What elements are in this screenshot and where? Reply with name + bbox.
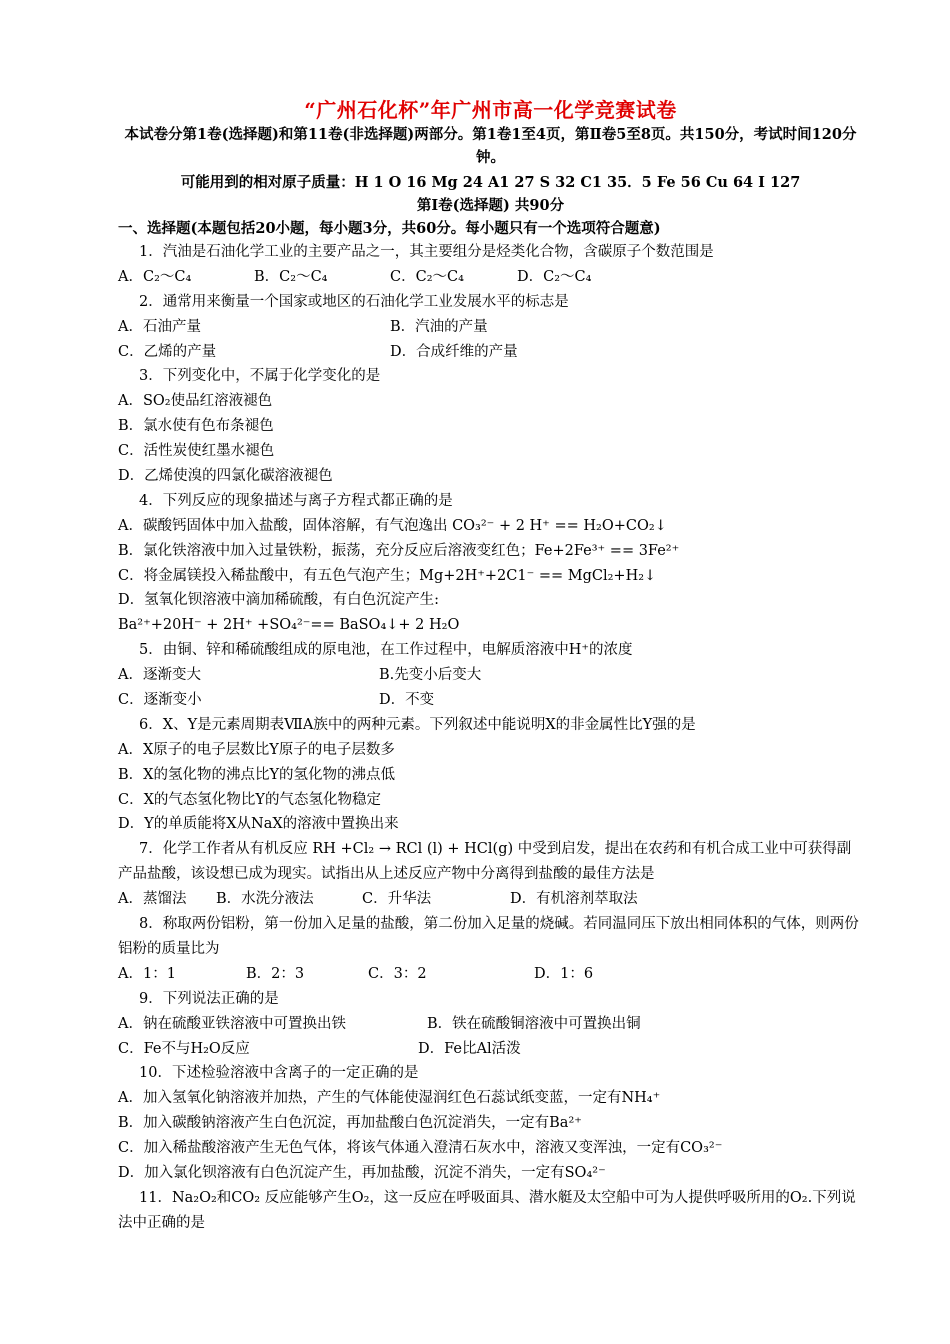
option: A．加入氢氧化钠溶液并加热，产生的气体能使湿润红色石蕊试纸变蓝，一定有NH₄⁺ <box>118 1090 661 1107</box>
option: B．氯水使有色布条褪色 <box>118 418 274 435</box>
page-title: “广州石化杯”年广州市高一化学竞赛试卷 <box>304 98 677 122</box>
option: A．蒸馏法 <box>118 891 187 908</box>
question-stem: 9．下列说法正确的是 <box>139 990 279 1007</box>
option-row <box>118 340 863 365</box>
option: B．X的氢化物的沸点比Y的氢化物的沸点低 <box>118 766 396 783</box>
option: C．X的气态氢化物比Y的气态氢化物稳定 <box>118 791 381 808</box>
question-stem: 11．Na₂O₂和CO₂ 反应能够产生O₂，这一反应在呼吸面具、潜水艇及太空船中可为人提供呼吸所用的O₂.下列说法中正确的是 <box>118 1189 856 1231</box>
question-stem: 3．下列变化中，不属于化学变化的是 <box>139 368 381 385</box>
option: A．X原子的电子层数比Y原子的电子层数多 <box>118 741 395 758</box>
option: B.先变小后变大 <box>379 667 482 684</box>
question-stem: 10．下述检验溶液中含离子的一定正确的是 <box>139 1065 419 1082</box>
option-row <box>118 265 863 290</box>
option: A．SO₂使品红溶液褪色 <box>118 393 273 410</box>
option: A．逐渐变大 <box>118 667 201 684</box>
option: C．升华法 <box>362 891 432 908</box>
option: D．1：6 <box>534 965 594 982</box>
option: A．C₂～C₄ <box>118 268 192 285</box>
question-stem: 5．由铜、锌和稀硫酸组成的原电池，在工作过程中，电解质溶液中H⁺的浓度 <box>139 642 633 659</box>
option: A．石油产量 <box>118 318 201 335</box>
equation: Ba²⁺+20H⁻ + 2H⁺ +SO₄²⁻== BaSO₄↓+ 2 H₂O <box>118 617 460 634</box>
option-row <box>118 688 863 713</box>
option: C．Fe不与H₂O反应 <box>118 1040 250 1057</box>
question-stem: 7．化学工作者从有机反应 RH +Cl₂ → RCl (l) + HCl(g) 中受到启发，提出在农药和有机合成工业中可获得副产品盐酸，该设想已成为现实。试指出从上述反应产物中分离得到盐酸的最佳方法是 <box>118 841 852 883</box>
option: D．加入氯化钡溶液有白色沉淀产生，再加盐酸，沉淀不消失，一定有SO₄²⁻ <box>118 1165 606 1182</box>
option: D．Fe比Al活泼 <box>418 1040 521 1057</box>
question-stem: 1．汽油是石油化学工业的主要产品之一，其主要组分是烃类化合物，含碳原子个数范围是 <box>139 244 714 260</box>
option: B．2：3 <box>246 965 305 982</box>
option: C．C₂～C₄ <box>390 268 464 285</box>
option: D．Y的单质能将X从NaX的溶液中置换出来 <box>118 816 399 833</box>
question-stem: 2．通常用来衡量一个国家或地区的石油化学工业发展水平的标志是 <box>139 293 569 310</box>
option: A．1：1 <box>118 965 176 982</box>
option-row <box>118 962 863 987</box>
option: D．不变 <box>379 692 435 709</box>
option: B．氯化铁溶液中加入过量铁粉，振荡，充分反应后溶液变红色；Fe+2Fe³⁺ == 3Fe²⁺ <box>118 542 680 559</box>
option-row <box>118 1037 863 1062</box>
document-body <box>118 97 863 1236</box>
option: B．铁在硫酸铜溶液中可置换出铜 <box>427 1015 641 1032</box>
option: B．加入碳酸钠溶液产生白色沉淀，再加盐酸白色沉淀消失，一定有Ba²⁺ <box>118 1115 582 1132</box>
question-stem: 6．X、Y是元素周期表ⅦA族中的两种元素。下列叙述中能说明X的非金属性比Y强的是 <box>139 716 696 733</box>
option: D．有机溶剂萃取法 <box>510 891 638 908</box>
option-row <box>118 887 863 912</box>
atomic-masses: 可能用到的相对原子质量：H 1 O 16 Mg 24 A1 27 S 32 C1 35．5 Fe 56 Cu 64 I 127 <box>180 174 801 191</box>
option: C．将金属镁投入稀盐酸中，有五色气泡产生；Mg+2H⁺+2C1⁻ == MgCl₂+H₂↓ <box>118 567 657 584</box>
exam-intro: 本试卷分第1卷(选择题)和第11卷(非选择题)两部分。第1卷1至4页，第Ⅱ卷5至8页。共150分，考试时间120分钟。 <box>124 126 857 166</box>
option: D．乙烯使溴的四氯化碳溶液褪色 <box>118 468 333 485</box>
option: B．水洗分液法 <box>216 891 314 908</box>
option: C．3：2 <box>368 965 427 982</box>
option: C．加入稀盐酸溶液产生无色气体，将该气体通入澄清石灰水中，溶液又变浑浊，一定有CO₃²⁻ <box>118 1140 723 1157</box>
option-row <box>118 663 863 688</box>
section-title: 第Ⅰ卷(选择题) 共90分 <box>416 197 565 214</box>
question-stem: 4．下列反应的现象描述与离子方程式都正确的是 <box>139 492 453 509</box>
option: D．合成纤维的产量 <box>390 343 518 360</box>
part-heading: 一、选择题(本题包括20小题，每小题3分，共60分。每小题只有一个选项符合题意) <box>118 220 661 237</box>
option-row <box>118 315 863 340</box>
option: D．氢氧化钡溶液中滴加稀硫酸，有白色沉淀产生: <box>118 592 440 609</box>
option: D．C₂～C₄ <box>517 268 592 285</box>
question-stem: 8．称取两份铝粉，第一份加入足量的盐酸，第二份加入足量的烧碱。若同温同压下放出相同体积的气体，则两份铝粉的质量比为 <box>118 916 859 957</box>
option: C．逐渐变小 <box>118 692 202 709</box>
option: B．汽油的产量 <box>390 318 488 335</box>
option: C．乙烯的产量 <box>118 343 217 360</box>
option-row <box>118 1012 863 1037</box>
option: C．活性炭使红墨水褪色 <box>118 443 275 460</box>
option: A．钠在硫酸亚铁溶液中可置换出铁 <box>118 1015 346 1032</box>
option: B．C₂～C₄ <box>254 268 328 285</box>
option: A．碳酸钙固体中加入盐酸，固体溶解，有气泡逸出 CO₃²⁻ + 2 H⁺ == H₂O+CO₂↓ <box>118 517 667 534</box>
